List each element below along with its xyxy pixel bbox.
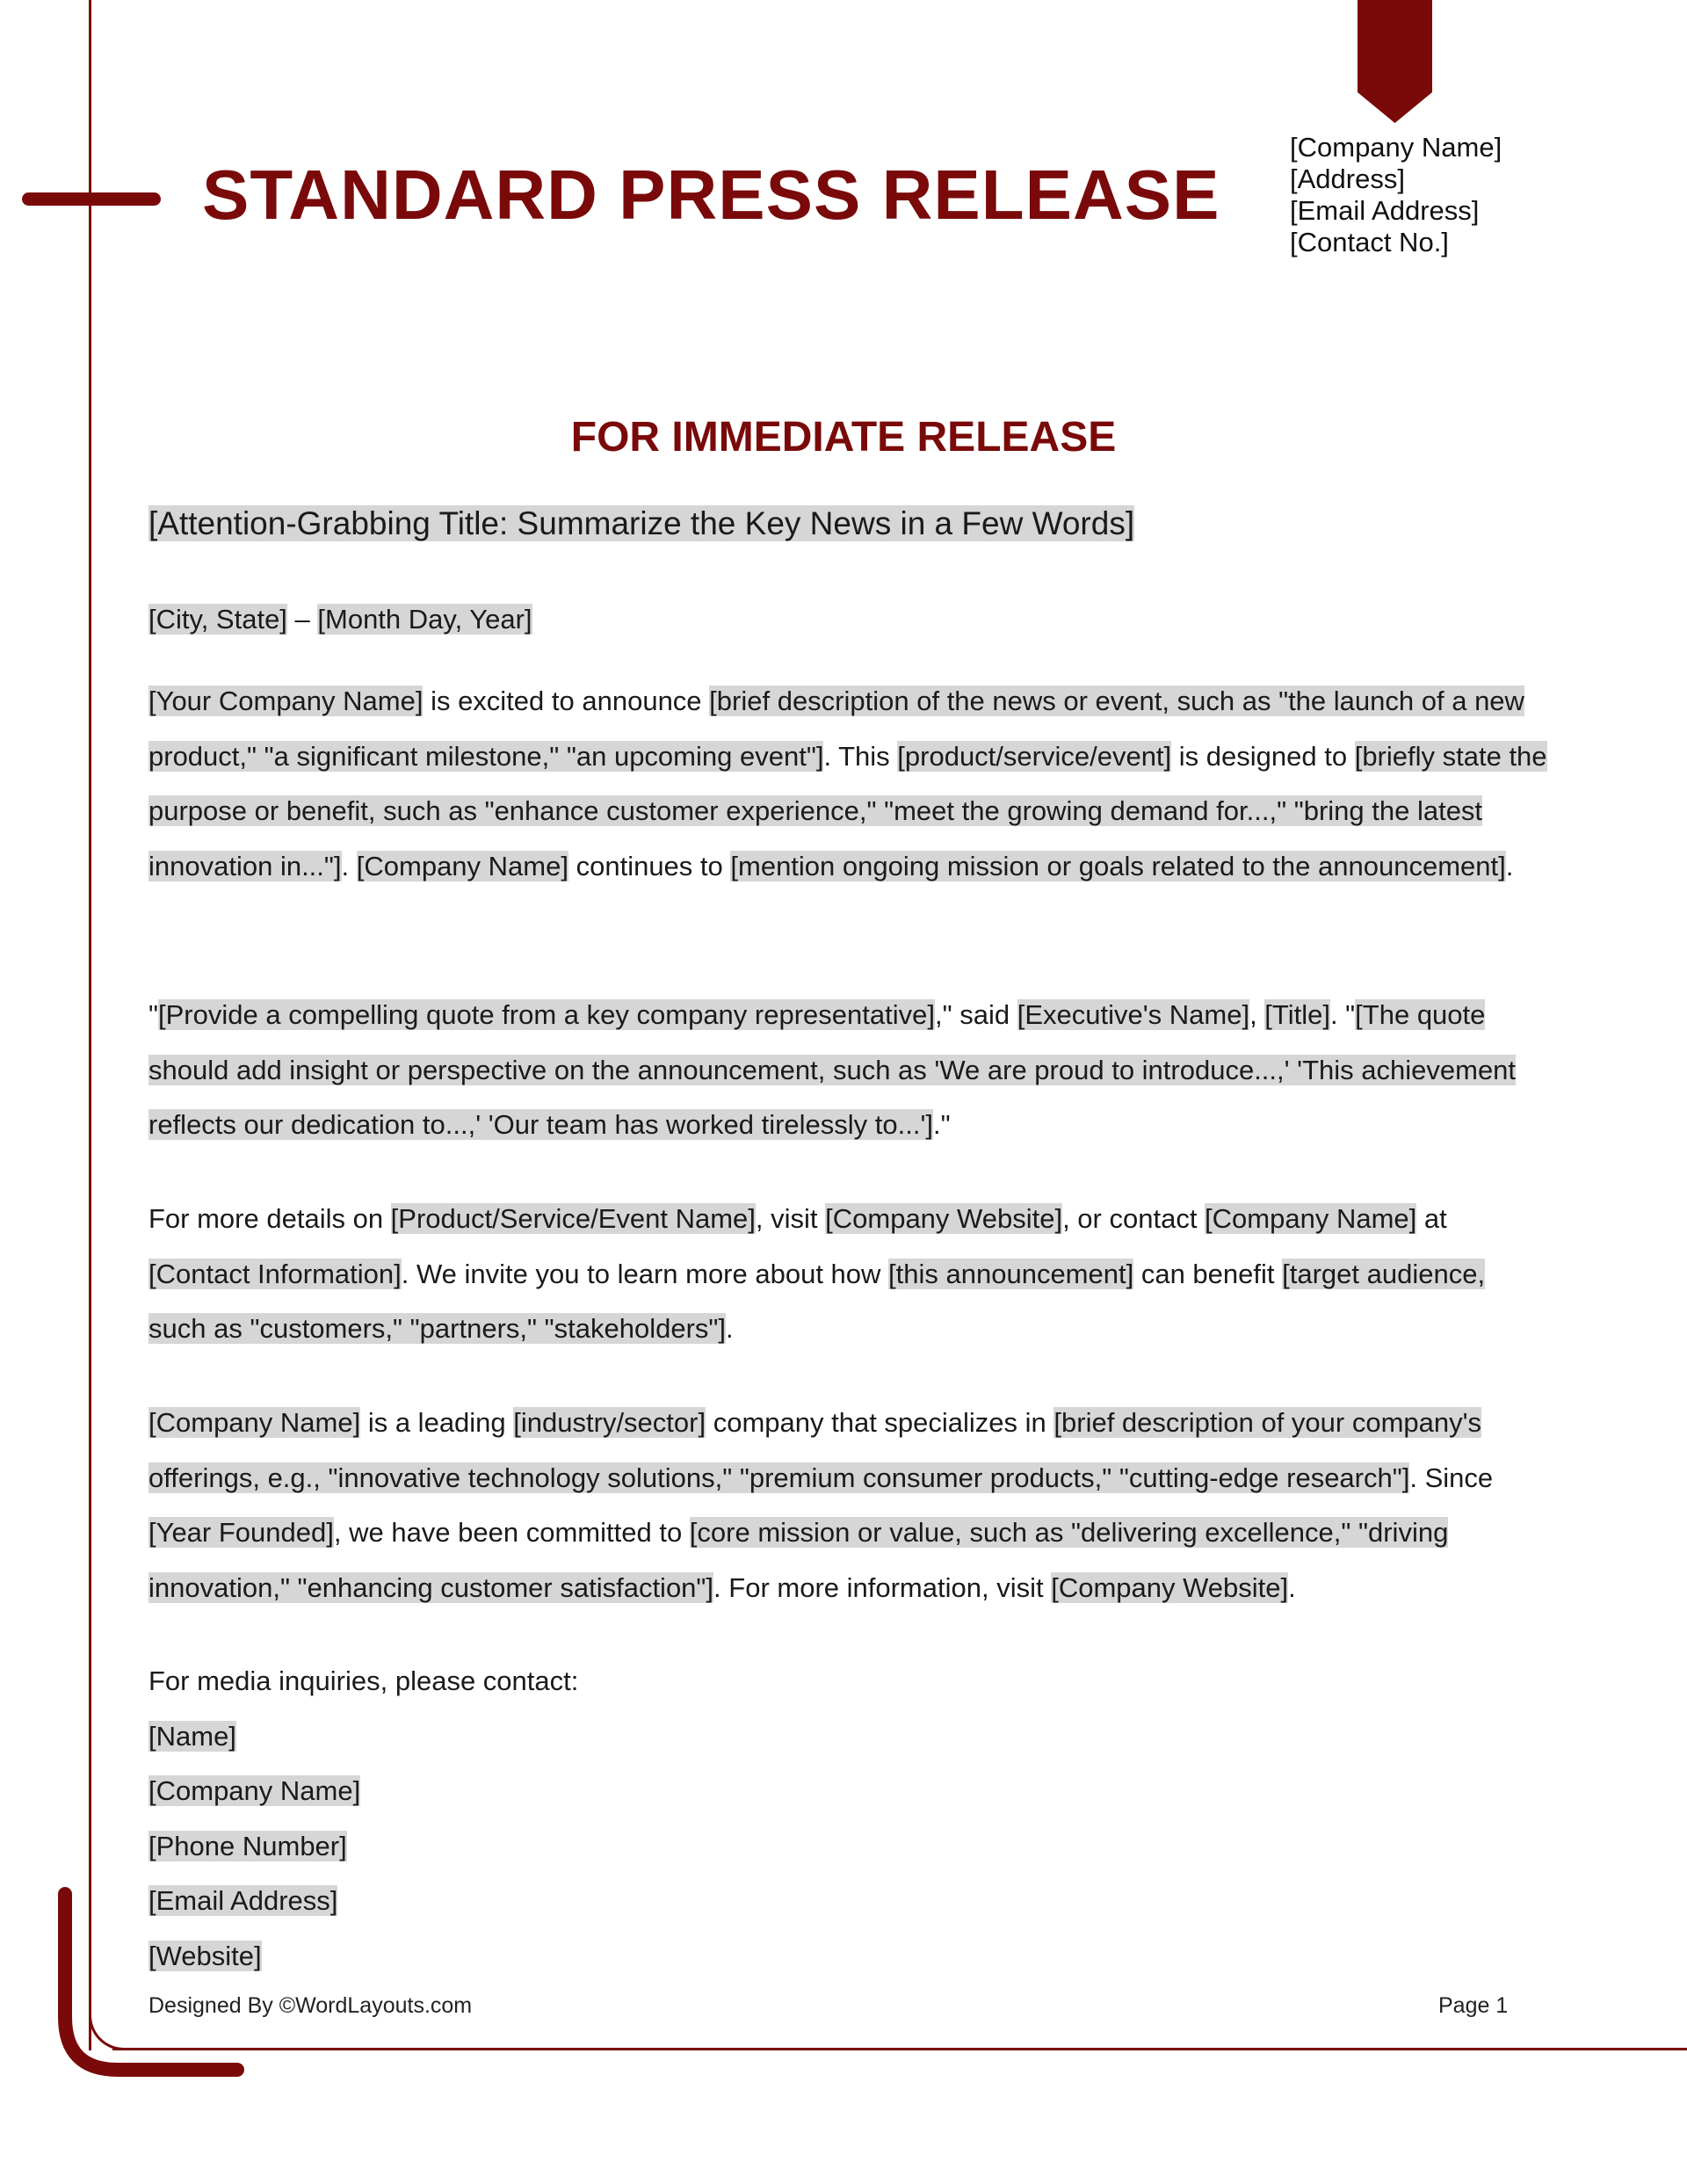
dateline-date: [Month Day, Year]: [317, 604, 532, 635]
dateline-separator: –: [286, 604, 318, 635]
document-title: STANDARD PRESS RELEASE: [202, 156, 1220, 234]
placeholder-core-mission: [core mission or value, such as "delivering excellence," "driving innovation," "enhancing customer satisfaction"]: [148, 1517, 1449, 1603]
placeholder-announcement: [this announcement]: [888, 1258, 1134, 1289]
title-accent-bar: [22, 192, 161, 206]
placeholder-company-name: [Company Name]: [148, 1407, 361, 1438]
text-run: . ": [1329, 999, 1356, 1030]
placeholder-quote-insight: [The quote should add insight or perspective on the announcement, such as 'We are proud to introduce...,' 'This achievement reflects our dedication to...,' 'Our team has worked tirelessly to...']: [148, 999, 1517, 1140]
text-run: .: [341, 850, 357, 882]
media-contact-company: [Company Name]: [148, 1775, 361, 1806]
text-run: .": [933, 1109, 951, 1140]
text-run: . We invite you to learn more about how: [401, 1258, 889, 1289]
details-paragraph: [148, 1192, 1550, 1357]
headline: [148, 503, 1134, 545]
placeholder-company-name: [Your Company Name]: [148, 686, 424, 716]
header-contact-number: [Contact No.]: [1290, 227, 1449, 258]
text-run: .: [1505, 850, 1514, 882]
text-run: is excited to announce: [423, 686, 710, 716]
placeholder-title: [Title]: [1264, 999, 1330, 1030]
placeholder-executive-name: [Executive's Name]: [1017, 999, 1250, 1030]
text-run: is a leading: [360, 1407, 514, 1438]
header-contact-block: [1290, 132, 1502, 258]
header-email: [Email Address]: [1290, 195, 1480, 226]
page-number: Page 1: [1438, 1993, 1509, 2018]
placeholder-contact-info: [Contact Information]: [148, 1258, 402, 1289]
media-contact-phone: [Phone Number]: [148, 1830, 347, 1861]
text-run: . For more information, visit: [713, 1571, 1052, 1603]
dateline-city: [City, State]: [148, 604, 287, 635]
text-run: , we have been committed to: [333, 1517, 690, 1548]
placeholder-industry: [industry/sector]: [513, 1407, 706, 1438]
dateline: [148, 602, 532, 637]
announcement-paragraph: [148, 674, 1550, 894]
placeholder-product-name: [Product/Service/Event Name]: [390, 1203, 756, 1234]
text-run: continues to: [568, 850, 731, 882]
header-company-name: [Company Name]: [1290, 132, 1502, 163]
bookmark-ribbon-icon: [1358, 0, 1432, 123]
placeholder-company-website: [Company Website]: [825, 1203, 1063, 1234]
text-run: , or contact: [1062, 1203, 1206, 1234]
text-run: ": [148, 999, 159, 1030]
headline-placeholder: [Attention-Grabbing Title: Summarize the Key News in a Few Words]: [148, 505, 1135, 541]
text-run: company that specializes in: [706, 1407, 1054, 1438]
media-contact-email: [Email Address]: [148, 1885, 338, 1916]
text-run: . This: [823, 740, 898, 772]
placeholder-company-name: [Company Name]: [1205, 1203, 1417, 1234]
placeholder-news-description: [brief description of the news or event, such as "the launch of a new product," "a significant milestone," "an upcoming event"]: [148, 686, 1524, 772]
media-contact-intro: For media inquiries, please contact:: [148, 1665, 579, 1696]
placeholder-mission: [mention ongoing mission or goals related to the announcement]: [730, 850, 1506, 882]
footer-credit: Designed By ©WordLayouts.com: [148, 1993, 473, 2018]
release-heading: FOR IMMEDIATE RELEASE: [570, 414, 1117, 461]
media-contact-block: [148, 1654, 578, 1984]
text-run: ,: [1249, 999, 1265, 1030]
placeholder-purpose: [briefly state the purpose or benefit, such as "enhance customer experience," "meet the growing demand for...," "bring the latest innovation in..."]: [148, 740, 1547, 882]
bottom-border-line: [112, 2048, 1687, 2050]
text-run: .: [1288, 1571, 1296, 1603]
placeholder-company-name: [Company Name]: [356, 850, 568, 882]
placeholder-offerings: [brief description of your company's offerings, e.g., "innovative technology solutions," "premium consumer products," "cutting-edge research"]: [148, 1407, 1482, 1493]
about-paragraph: [148, 1396, 1550, 1615]
placeholder-quote: [Provide a compelling quote from a key company representative]: [158, 999, 935, 1030]
text-run: ," said: [934, 999, 1017, 1030]
media-contact-name: [Name]: [148, 1720, 236, 1752]
placeholder-company-website: [Company Website]: [1051, 1571, 1289, 1603]
placeholder-target-audience: [target audience, such as "customers," "partners," "stakeholders"]: [148, 1258, 1486, 1344]
header-address: [Address]: [1290, 163, 1405, 194]
text-run: at: [1416, 1203, 1447, 1234]
quote-paragraph: [148, 988, 1550, 1153]
text-run: can benefit: [1133, 1258, 1283, 1289]
placeholder-product: [product/service/event]: [897, 740, 1172, 772]
text-run: is designed to: [1171, 740, 1355, 772]
text-run: .: [726, 1313, 734, 1344]
text-run: For more details on: [148, 1203, 391, 1234]
placeholder-year-founded: [Year Founded]: [148, 1517, 334, 1548]
text-run: , visit: [755, 1203, 826, 1234]
text-run: . Since: [1409, 1462, 1494, 1493]
media-contact-website: [Website]: [148, 1940, 262, 1971]
left-border-line: [89, 0, 91, 2050]
